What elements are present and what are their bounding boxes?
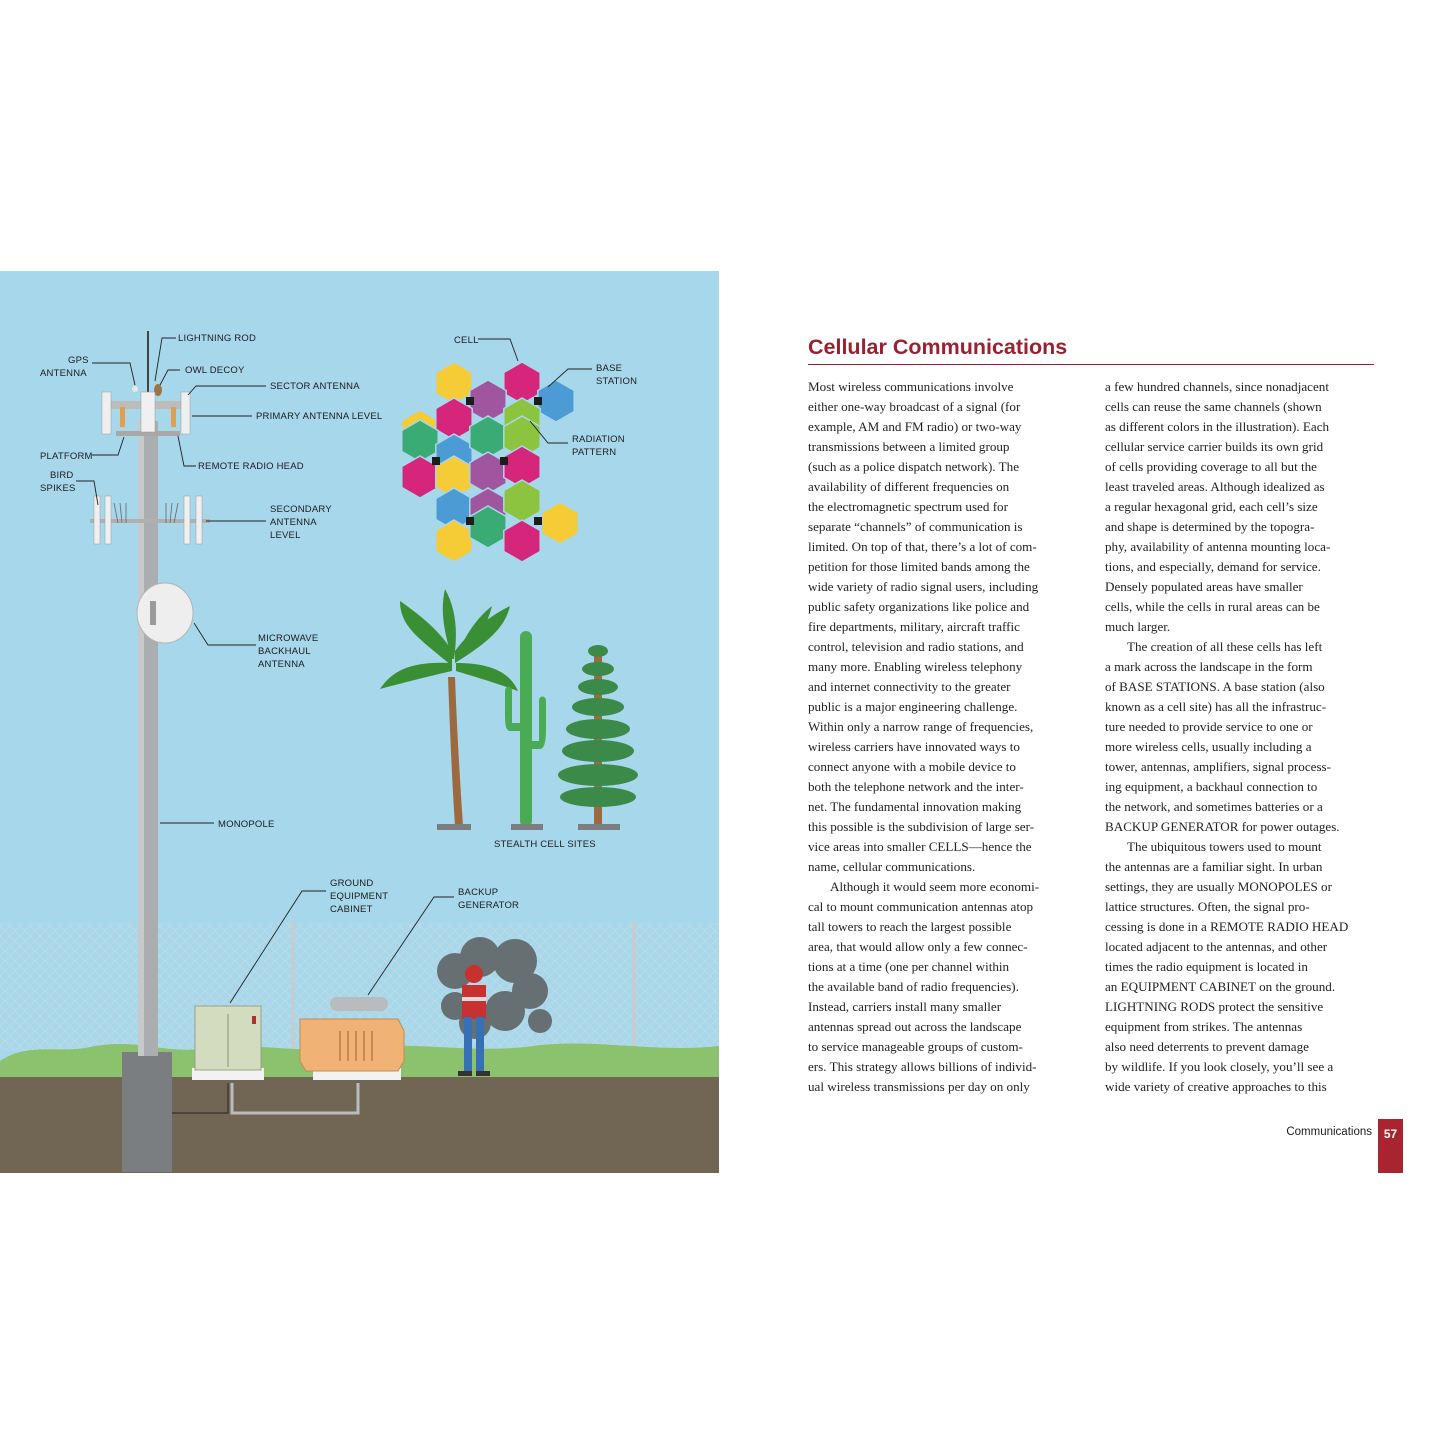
- label-sector-antenna: SECTOR ANTENNA: [270, 381, 360, 392]
- text-line: the electromagnetic spectrum used for: [808, 499, 1008, 514]
- label-secondary-antenna: SECONDARY: [270, 504, 332, 515]
- text-line: cessing is done in a REMOTE RADIO HEAD: [1105, 919, 1349, 934]
- text-line: a mark across the landscape in the form: [1105, 659, 1313, 674]
- text-line: limited. On top of that, there’s a lot of com-: [808, 539, 1037, 554]
- text-column-2: [1105, 377, 1375, 1097]
- text-line: phy, availability of antenna mounting loca-: [1105, 539, 1331, 554]
- text-line: Most wireless communications involve: [808, 379, 1014, 394]
- text-line: tall towers to reach the largest possible: [808, 919, 1012, 934]
- text-line: example, AM and FM radio) or two-way: [808, 419, 1022, 434]
- label-secondary-antenna-3: LEVEL: [270, 530, 301, 541]
- text-line: more wireless cells, usually including a: [1105, 739, 1312, 754]
- text-line: area, that would allow only a few connec-: [808, 939, 1028, 954]
- text-line: the antennas are a familiar sight. In urban: [1105, 859, 1323, 874]
- text-line: equipment from strikes. The antennas: [1105, 1019, 1303, 1034]
- text-line: of BASE STATIONS. A base station (also: [1105, 679, 1325, 694]
- text-line: connect anyone with a mobile device to: [808, 759, 1016, 774]
- text-line: ing equipment, a backhaul connection to: [1105, 779, 1318, 794]
- text-column-1: [808, 377, 1078, 1097]
- footer-section-label: Communications: [1286, 1126, 1372, 1138]
- label-lightning-rod: LIGHTNING ROD: [178, 333, 257, 344]
- text-line: both the telephone network and the inter-: [808, 779, 1024, 794]
- text-line: wireless carriers have innovated ways to: [808, 739, 1020, 754]
- label-ground-cabinet-3: CABINET: [330, 904, 373, 915]
- label-cell: CELL: [454, 335, 479, 346]
- label-platform: PLATFORM: [40, 451, 93, 462]
- text-line: as different colors in the illustration). Each: [1105, 419, 1330, 434]
- text-line: a few hundred channels, since nonadjacent: [1105, 379, 1329, 394]
- text-line: wide variety of radio signal users, including: [808, 579, 1039, 594]
- text-line: an EQUIPMENT CABINET on the ground.: [1105, 979, 1336, 994]
- text-line: the available band of radio frequencies).: [808, 979, 1019, 994]
- text-line: cellular service carrier builds its own grid: [1105, 439, 1324, 454]
- text-line: of cells providing coverage to all but the: [1105, 459, 1317, 474]
- text-line: tions, and especially, demand for service.: [1105, 559, 1321, 574]
- text-line: petition for those limited bands among the: [808, 559, 1030, 574]
- label-gps-antenna: GPS: [68, 355, 89, 366]
- microwave-dish: [137, 583, 193, 643]
- text-line: a regular hexagonal grid, each cell’s size: [1105, 499, 1318, 514]
- text-line: tower, antennas, amplifiers, signal process-: [1105, 759, 1332, 774]
- text-line: tions at a time (one per channel within: [808, 959, 1010, 974]
- text-line: vice areas into smaller CELLS—hence the: [808, 839, 1032, 854]
- text-line: by wildlife. If you look closely, you’ll see a: [1105, 1059, 1334, 1074]
- label-gps-antenna-2: ANTENNA: [40, 368, 87, 379]
- text-line: also need deterrents to prevent damage: [1105, 1039, 1309, 1054]
- text-line: Within only a narrow range of frequencies,: [808, 719, 1034, 734]
- base-station-marker: [534, 397, 542, 405]
- text-line: cells, while the cells in rural areas can be: [1105, 599, 1320, 614]
- base-station-marker: [500, 457, 508, 465]
- text-line: Densely populated areas have smaller: [1105, 579, 1303, 594]
- text-line: (such as a police dispatch network). The: [808, 459, 1020, 474]
- text-line: transmissions between a limited group: [808, 439, 1010, 454]
- text-line: least traveled areas. Although idealized as: [1105, 479, 1325, 494]
- article: [808, 331, 1374, 1094]
- text-line: public is a major engineering challenge.: [808, 699, 1018, 714]
- base-station-marker: [534, 517, 542, 525]
- text-line: ture needed to provide service to one or: [1105, 719, 1313, 734]
- text-line: separate “channels” of communication is: [808, 519, 1023, 534]
- text-line: LIGHTNING RODS protect the sensitive: [1105, 999, 1324, 1014]
- label-microwave-3: ANTENNA: [258, 659, 305, 670]
- text-line: The ubiquitous towers used to mount: [1127, 839, 1322, 854]
- text-line: The creation of all these cells has left: [1127, 639, 1323, 654]
- cell-tower-illustration: [0, 271, 719, 1173]
- label-base-station: BASE: [596, 363, 623, 374]
- text-line: Instead, carriers install many smaller: [808, 999, 1002, 1014]
- base-station-marker: [432, 457, 440, 465]
- page-number: 57: [1378, 1119, 1403, 1173]
- text-line: Although it would seem more economi-: [830, 879, 1040, 894]
- label-monopole: MONOPOLE: [218, 819, 275, 830]
- text-line: fire departments, military, aircraft traffic: [808, 619, 1020, 634]
- text-line: availability of different frequencies on: [808, 479, 1010, 494]
- text-line: times the radio equipment is located in: [1105, 959, 1308, 974]
- label-owl-decoy: OWL DECOY: [185, 365, 245, 376]
- text-line: BACKUP GENERATOR for power outages.: [1105, 819, 1340, 834]
- label-backup-generator-2: GENERATOR: [458, 900, 520, 911]
- text-line: net. The fundamental innovation making: [808, 799, 1022, 814]
- text-line: known as a cell site) has all the infrastruc-: [1105, 699, 1327, 714]
- label-stealth-cell-sites: STEALTH CELL SITES: [494, 839, 596, 850]
- label-bird-spikes-2: SPIKES: [40, 483, 76, 494]
- title-rule: [808, 364, 1374, 365]
- label-primary-antenna-level: PRIMARY ANTENNA LEVEL: [256, 411, 383, 422]
- text-line: public safety organizations like police and: [808, 599, 1030, 614]
- text-line: lattice structures. Often, the signal pro-: [1105, 899, 1310, 914]
- ground-equipment-cabinet: [192, 1006, 264, 1080]
- text-line: many more. Enabling wireless telephony: [808, 659, 1023, 674]
- text-line: ers. This strategy allows billions of individ-: [808, 1059, 1037, 1074]
- text-line: ual wireless transmissions per day on only: [808, 1079, 1030, 1094]
- label-microwave: MICROWAVE: [258, 633, 319, 644]
- label-backup-generator: BACKUP: [458, 887, 499, 898]
- base-station-marker: [466, 517, 474, 525]
- text-line: the network, and sometimes batteries or a: [1105, 799, 1323, 814]
- text-line: antennas spread out across the landscape: [808, 1019, 1022, 1034]
- text-line: wide variety of creative approaches to this: [1105, 1079, 1327, 1094]
- label-bird-spikes: BIRD: [50, 470, 74, 481]
- text-line: settings, they are usually MONOPOLES or: [1105, 879, 1332, 894]
- base-station-marker: [466, 397, 474, 405]
- text-line: and internet connectivity to the greater: [808, 679, 1011, 694]
- label-secondary-antenna-2: ANTENNA: [270, 517, 317, 528]
- label-base-station-2: STATION: [596, 376, 638, 387]
- text-line: control, television and radio stations, and: [808, 639, 1024, 654]
- text-line: this possible is the subdivision of large ser-: [808, 819, 1035, 834]
- text-line: much larger.: [1105, 619, 1171, 634]
- label-radiation-pattern: RADIATION: [572, 434, 625, 445]
- illustration-svg: [0, 271, 719, 1173]
- text-line: cells can reuse the same channels (shown: [1105, 399, 1322, 414]
- text-line: and shape is determined by the topogra-: [1105, 519, 1315, 534]
- text-line: to service manageable groups of custom-: [808, 1039, 1023, 1054]
- text-line: name, cellular communications.: [808, 859, 976, 874]
- label-radiation-pattern-2: PATTERN: [572, 447, 617, 458]
- label-ground-cabinet-2: EQUIPMENT: [330, 891, 389, 902]
- text-line: either one-way broadcast of a signal (for: [808, 399, 1021, 414]
- label-remote-radio-head: REMOTE RADIO HEAD: [198, 461, 304, 472]
- text-line: located adjacent to the antennas, and other: [1105, 939, 1328, 954]
- label-ground-cabinet: GROUND: [330, 878, 374, 889]
- label-microwave-2: BACKHAUL: [258, 646, 311, 657]
- article-title: Cellular Communications: [808, 335, 1068, 359]
- text-line: cal to mount communication antennas atop: [808, 899, 1034, 914]
